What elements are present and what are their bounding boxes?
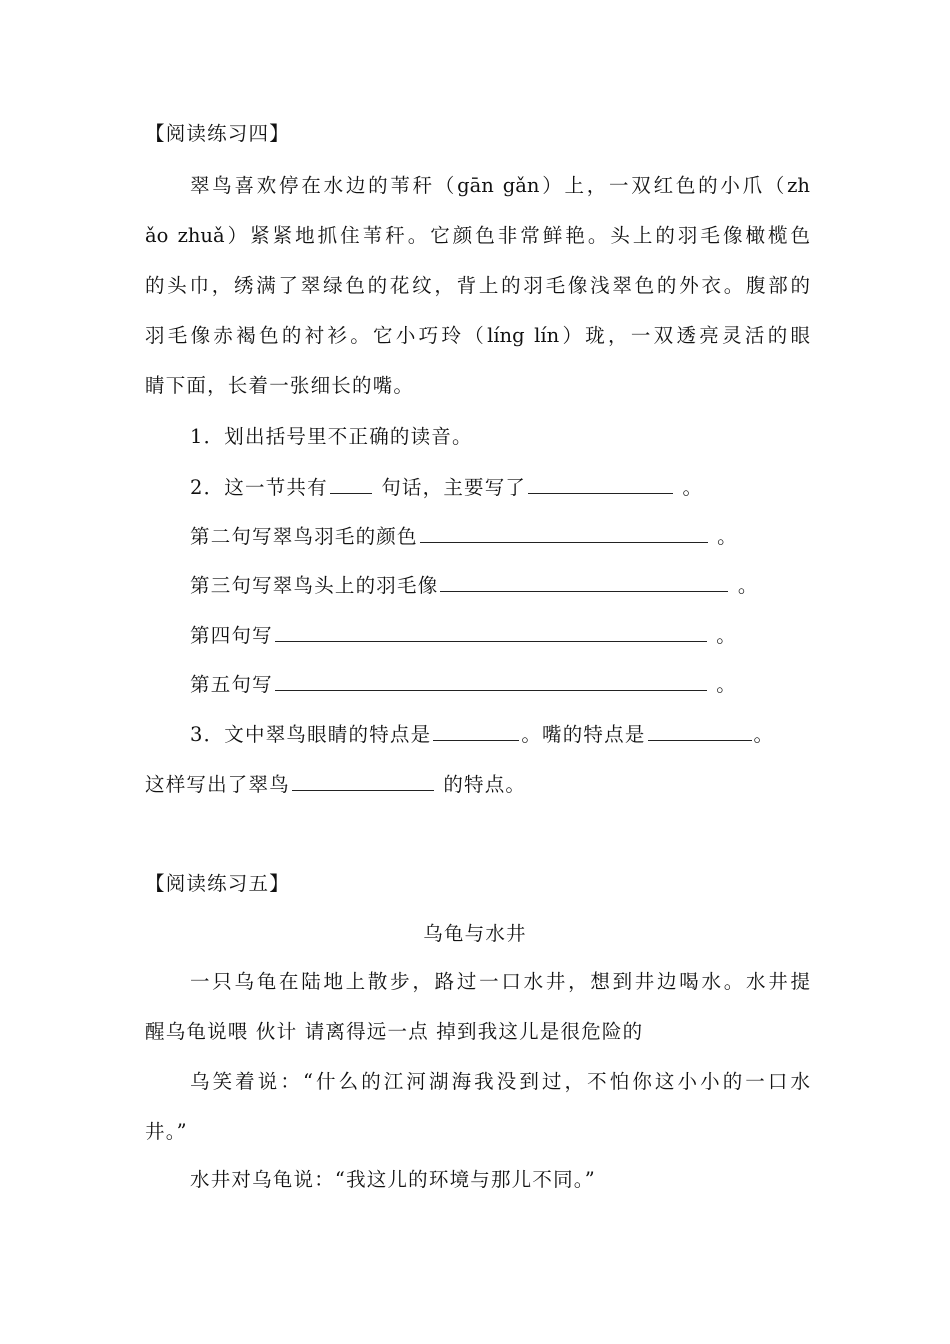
question-2-text-c: 。 xyxy=(682,476,704,499)
question-1: 1．划出括号里不正确的读音。 xyxy=(190,425,473,448)
story-line-5: 水井对乌龟说：“我这儿的环境与那儿不同。” xyxy=(190,1168,596,1191)
practice5-heading: 【阅读练习五】 xyxy=(145,872,290,895)
answer-blank[interactable] xyxy=(275,670,707,691)
practice4-passage-line-1: 翠鸟喜欢停在水边的苇秆（gān gǎn）上，一双红色的小爪（zh xyxy=(190,174,810,197)
answer-blank[interactable] xyxy=(433,720,519,741)
practice4-passage-line-2: ǎo zhuǎ）紧紧地抓住苇秆。它颜色非常鲜艳。头上的羽毛像橄榄色 xyxy=(145,224,810,247)
question-2-sentence-4: 第四句写 。 xyxy=(190,621,810,650)
answer-blank[interactable] xyxy=(330,473,372,494)
practice4-passage-line-5: 睛下面，长着一张细长的嘴。 xyxy=(145,374,415,397)
answer-blank[interactable] xyxy=(292,770,434,791)
answer-blank[interactable] xyxy=(420,522,708,543)
question-2 xyxy=(190,473,810,502)
practice4-heading: 【阅读练习四】 xyxy=(145,122,290,145)
answer-blank[interactable] xyxy=(275,621,707,642)
story-title: 乌龟与水井 xyxy=(423,922,527,945)
question-2-sentence-2: 第二句写翠鸟羽毛的颜色 。 xyxy=(190,522,810,551)
story-line-3: 乌笑着说：“什么的江河湖海我没到过，不怕你这小小的一口水 xyxy=(190,1070,810,1093)
question-2-sentence-3: 第三句写翠鸟头上的羽毛像 。 xyxy=(190,571,810,600)
story-line-4: 井。” xyxy=(145,1120,188,1143)
answer-blank[interactable] xyxy=(648,720,752,741)
practice4-passage-line-4: 羽毛像赤褐色的衬衫。它小巧玲（líng lín）珑，一双透亮灵活的眼 xyxy=(145,324,810,347)
practice4-passage-line-3: 的头巾，绣满了翠绿色的花纹，背上的羽毛像浅翠色的外衣。腹部的 xyxy=(145,274,810,297)
question-2-text-a: 2．这一节共有 xyxy=(190,476,328,499)
question-3-continued: 这样写出了翠鸟 的特点。 xyxy=(145,770,810,799)
question-2-text-b: 句话，主要写了 xyxy=(381,476,527,499)
story-line-1: 一只乌龟在陆地上散步，路过一口水井，想到井边喝水。水井提 xyxy=(190,970,810,993)
answer-blank[interactable] xyxy=(528,473,673,494)
story-line-2: 醒乌龟说喂 伙计 请离得远一点 掉到我这儿是很危险的 xyxy=(145,1020,644,1043)
answer-blank[interactable] xyxy=(440,571,728,592)
question-3: 3．文中翠鸟眼睛的特点是 。嘴的特点是 。 xyxy=(190,720,810,749)
question-2-sentence-5: 第五句写 。 xyxy=(190,670,810,699)
